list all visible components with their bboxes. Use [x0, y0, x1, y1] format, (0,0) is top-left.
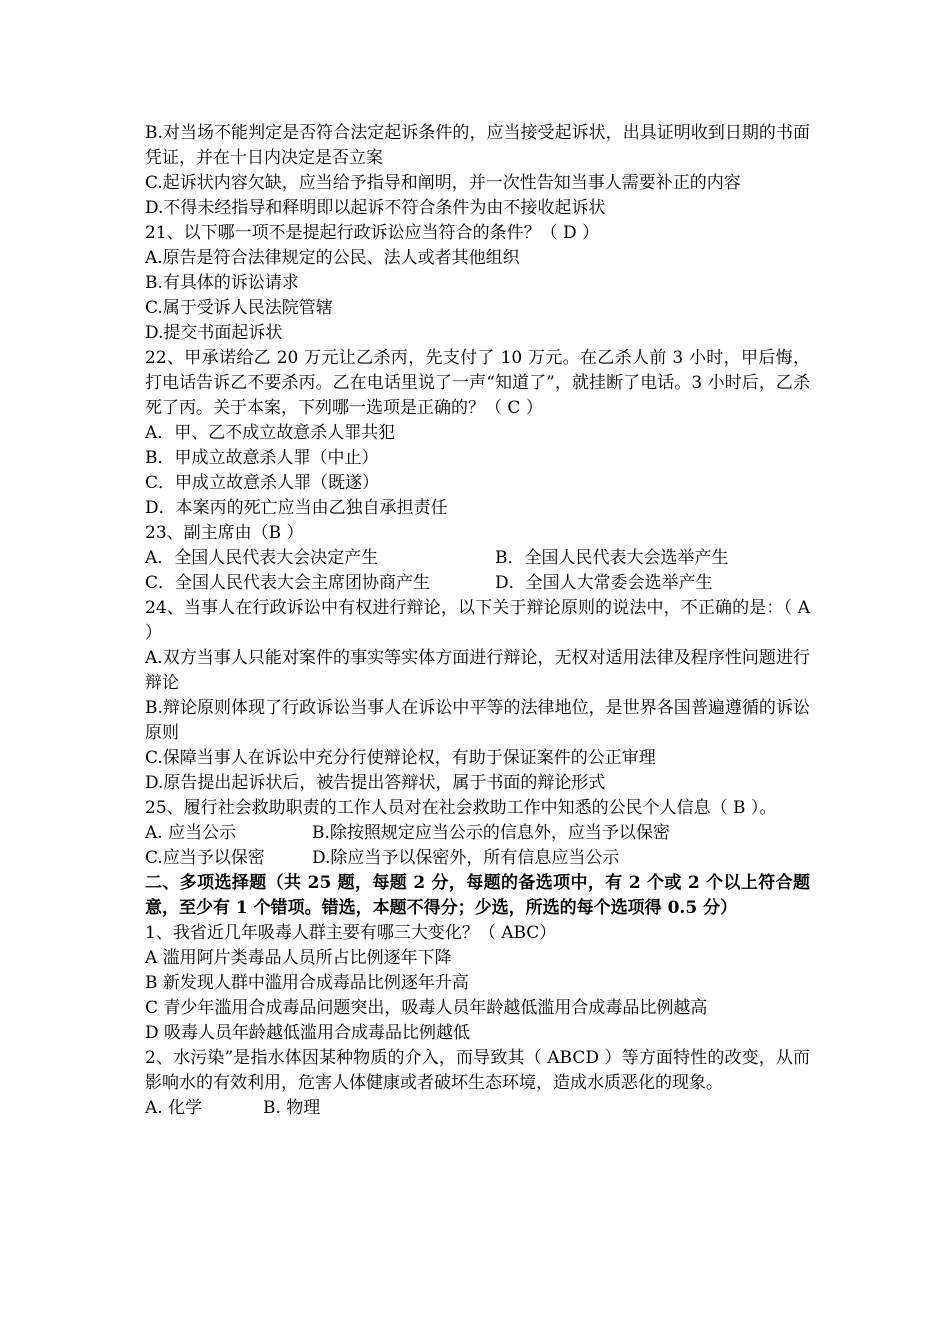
section-heading-multiple-choice: 二、多项选择题（共 25 题，每题 2 分，每题的备选项中，有 2 个或 2 个以上符合题意，至少有 1 个错项。错选，本题不得分；少选，所选的每个选项得 0.5 分） [145, 873, 810, 918]
q24-option-b: B.辩论原则体现了行政诉讼当事人在诉讼中平等的法律地位，是世界各国普遍遵循的诉讼原则 [145, 698, 810, 743]
m2-option-b: B. 物理 [263, 1098, 321, 1118]
question-25: 25、履行社会救助职责的工作人员对在社会救助工作中知悉的公民个人信息（ B ）。 [145, 798, 777, 818]
q25-options-row-2 [145, 846, 810, 871]
q21-option-d: D.提交书面起诉状 [145, 323, 283, 343]
q20-option-c: C.起诉状内容欠缺，应当给予指导和阐明，并一次性告知当事人需要补正的内容 [145, 173, 741, 193]
q22-option-d: D．本案丙的死亡应当由乙独自承担责任 [145, 498, 448, 518]
q21-option-a: A.原告是符合法律规定的公民、法人或者其他组织 [145, 248, 520, 268]
q20-option-d: D.不得未经指导和释明即以起诉不符合条件为由不接收起诉状 [145, 198, 606, 218]
q23-option-b: B．全国人民代表大会选举产生 [495, 548, 729, 568]
document-page [145, 121, 810, 1121]
multi-question-2: 2、水污染”是指水体因某种物质的介入，而导致其（ ABCD ）等方面特性的改变，从而影响水的有效利用，危害人体健康或者破坏生态环境，造成水质恶化的现象。 [145, 1048, 810, 1093]
m1-option-b: B 新发现人群中滥用合成毒品比例逐年升高 [145, 973, 469, 993]
m1-option-d: D 吸毒人员年龄越低滥用合成毒品比例越低 [145, 1023, 471, 1043]
q24-option-c: C.保障当事人在诉讼中充分行使辩论权，有助于保证案件的公正审理 [145, 748, 656, 768]
question-24: 24、当事人在行政诉讼中有权进行辩论，以下关于辩论原则的说法中，不正确的是：（ A ） [145, 598, 810, 643]
q22-option-c: C．甲成立故意杀人罪（既遂） [145, 473, 380, 493]
question-22: 22、甲承诺给乙 20 万元让乙杀丙，先支付了 10 万元。在乙杀人前 3 小时，甲后悔，打电话告诉乙不要杀丙。乙在电话里说了一声“知道了”，就挂断了电话。3 小时后，乙杀死了丙。关于本案，下列哪一选项是正确的？（ C ） [145, 348, 810, 418]
question-23: 23、副主席由（B ） [145, 523, 304, 543]
q23-options-row-1 [145, 546, 810, 571]
q23-option-a: A．全国人民代表大会决定产生 [145, 548, 379, 568]
q25-option-b: B.除按照规定应当公示的信息外，应当予以保密 [312, 823, 670, 843]
q25-option-d: D.除应当予以保密外，所有信息应当公示 [312, 848, 620, 868]
q23-option-d: D．全国人大常委会选举产生 [495, 573, 713, 593]
q23-option-c: C．全国人民代表大会主席团协商产生 [145, 573, 431, 593]
q21-option-c: C.属于受诉人民法院管辖 [145, 298, 333, 318]
q21-option-b: B.有具体的诉讼请求 [145, 273, 299, 293]
m2-options-row-1 [145, 1096, 810, 1121]
q20-option-b: B.对当场不能判定是否符合法定起诉条件的，应当接受起诉状，出具证明收到日期的书面凭证，并在十日内决定是否立案 [145, 123, 810, 168]
q23-options-row-2 [145, 571, 810, 596]
q24-option-a: A.双方当事人只能对案件的事实等实体方面进行辩论，无权对适用法律及程序性问题进行辩论 [145, 648, 810, 693]
question-21: 21、以下哪一项不是提起行政诉讼应当符合的条件？（ D ） [145, 223, 600, 243]
m2-option-a: A. 化学 [145, 1098, 203, 1118]
m1-option-c: C 青少年滥用合成毒品问题突出，吸毒人员年龄越低滥用合成毒品比例越高 [145, 998, 708, 1018]
q25-options-row-1 [145, 821, 810, 846]
m1-option-a: A 滥用阿片类毒品人员所占比例逐年下降 [145, 948, 452, 968]
q22-option-a: A．甲、乙不成立故意杀人罪共犯 [145, 423, 396, 443]
q24-option-d: D.原告提出起诉状后，被告提出答辩状，属于书面的辩论形式 [145, 773, 606, 793]
q25-option-c: C.应当予以保密 [145, 848, 265, 868]
q25-option-a: A. 应当公示 [145, 823, 237, 843]
q22-option-b: B．甲成立故意杀人罪（中止） [145, 448, 379, 468]
multi-question-1: 1、我省近几年吸毒人群主要有哪三大变化？（ ABC） [145, 923, 557, 943]
